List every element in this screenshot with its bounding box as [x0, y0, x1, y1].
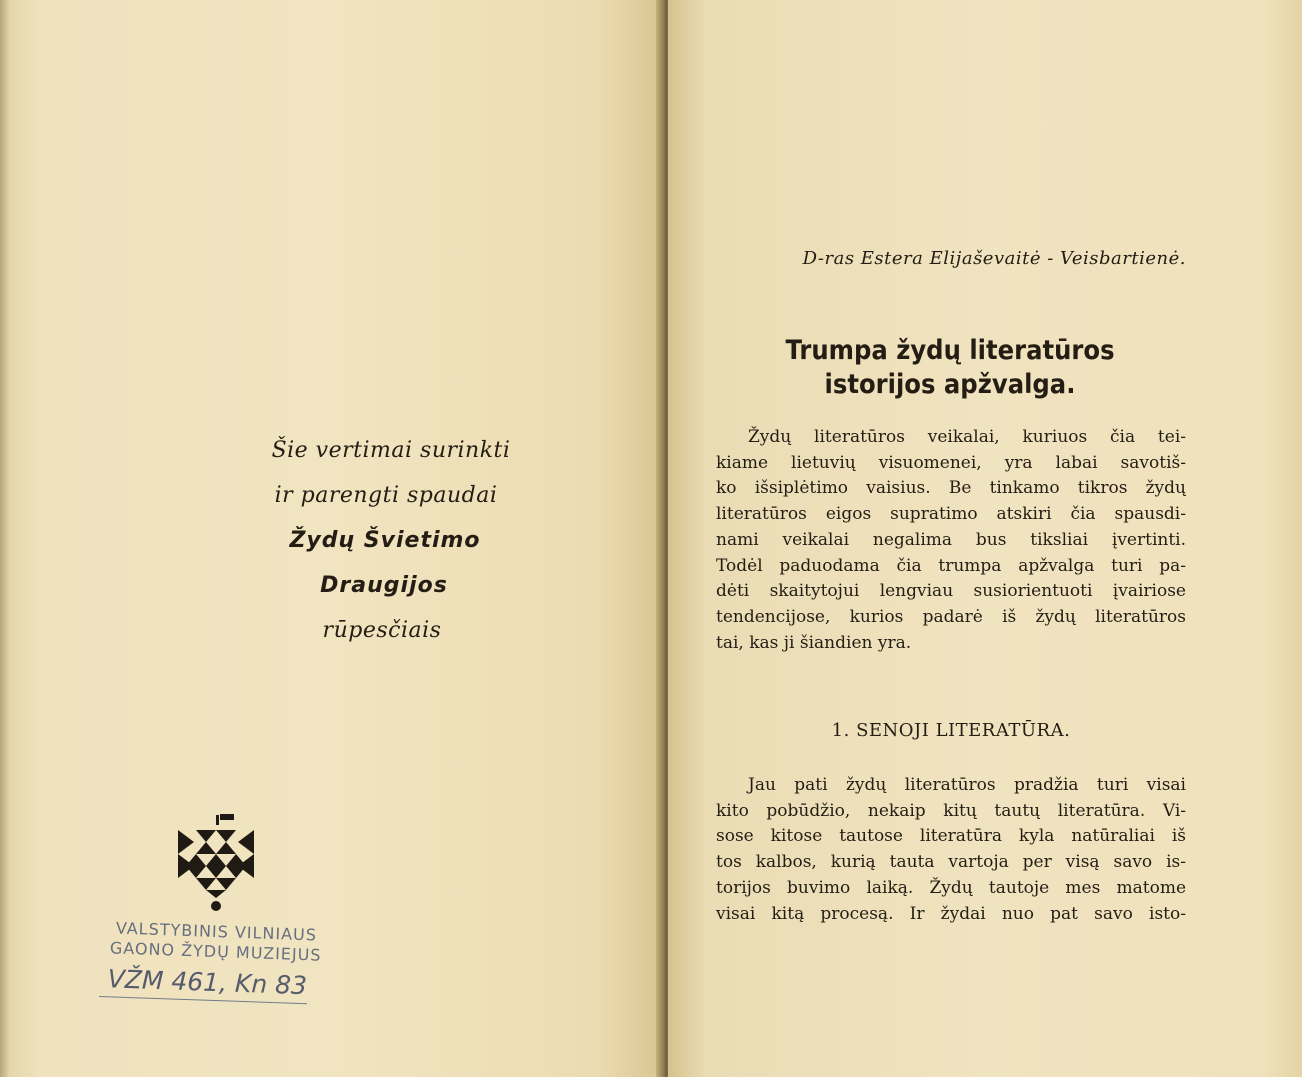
emblem-flag: [220, 814, 234, 820]
emblem-flag-pole: [216, 815, 219, 825]
text-line: nami veikalai negalima bus tiksliai įvertinti.: [716, 529, 1186, 550]
text-line: kiame lietuvių visuomenei, yra labai savotiš-: [716, 452, 1186, 473]
text-line: tai, kas ji šiandien yra.: [716, 632, 912, 653]
chapter-title-line-1: Trumpa žydų literatūros: [785, 335, 1115, 366]
dedication-line-2: ir parengti spaudai: [274, 483, 498, 508]
section-heading: 1. SENOJI LITERATŪRA.: [831, 720, 1071, 741]
text-line: tendencijose, kurios padarė iš žydų literatūros: [716, 606, 1186, 627]
text-line: Žydų literatūros veikalai, kuriuos čia tei-: [748, 427, 1186, 447]
dedication-closing: rūpesčiais: [322, 618, 442, 643]
museum-stamp: [98, 918, 331, 1026]
section-paragraph: [716, 773, 1186, 927]
intro-paragraph: [716, 425, 1186, 656]
stamp-line-1: VALSTYBINIS VILNIAUS: [115, 918, 318, 945]
chapter-title-line-2: istorijos apžvalga.: [824, 369, 1076, 400]
chapter-title: [725, 334, 1175, 402]
dedication-organization-2: Draugijos: [320, 573, 448, 598]
text-line: sose kitose tautose literatūra kyla natūraliai iš: [716, 826, 1186, 847]
dedication: [250, 428, 540, 653]
text-line: ko išsiplėtimo vaisius. Be tinkamo tikros žydų: [716, 478, 1186, 499]
text-line: Todėl paduodama čia trumpa apžvalga turi pa-: [716, 555, 1186, 576]
text-line: torijos buvimo laiką. Žydų tautoje mes matome: [716, 877, 1186, 898]
stamp-inventory-number: VŽM 461, Kn 83: [99, 962, 308, 1004]
text-line: Jau pati žydų literatūros pradžia turi visai: [748, 775, 1186, 795]
text-line: tos kalbos, kurią tauta vartoja per visą savo is-: [716, 852, 1186, 873]
diamond-emblem-icon: [176, 812, 256, 912]
stamp-line-2: GAONO ŽYDŲ MUZIEJUS: [109, 938, 322, 965]
page-edge: [0, 0, 10, 1077]
text-line: literatūros eigos supratimo atskiri čia spausdi-: [716, 504, 1186, 525]
text-line: visai kitą procesą. Ir žydai nuo pat savo isto-: [716, 903, 1186, 924]
author-name: D-ras Estera Elijaševaitė - Veisbartienė.: [802, 248, 1186, 269]
text-line: kito pobūdžio, nekaip kitų tautų literatūra. Vi-: [716, 800, 1186, 821]
dedication-line-1: Šie vertimai surinkti: [271, 438, 511, 463]
text-line: dėti skaitytojui lengviau susiorientuoti įvairiose: [716, 581, 1186, 602]
dedication-organization-1: Žydų Švietimo: [289, 528, 481, 553]
